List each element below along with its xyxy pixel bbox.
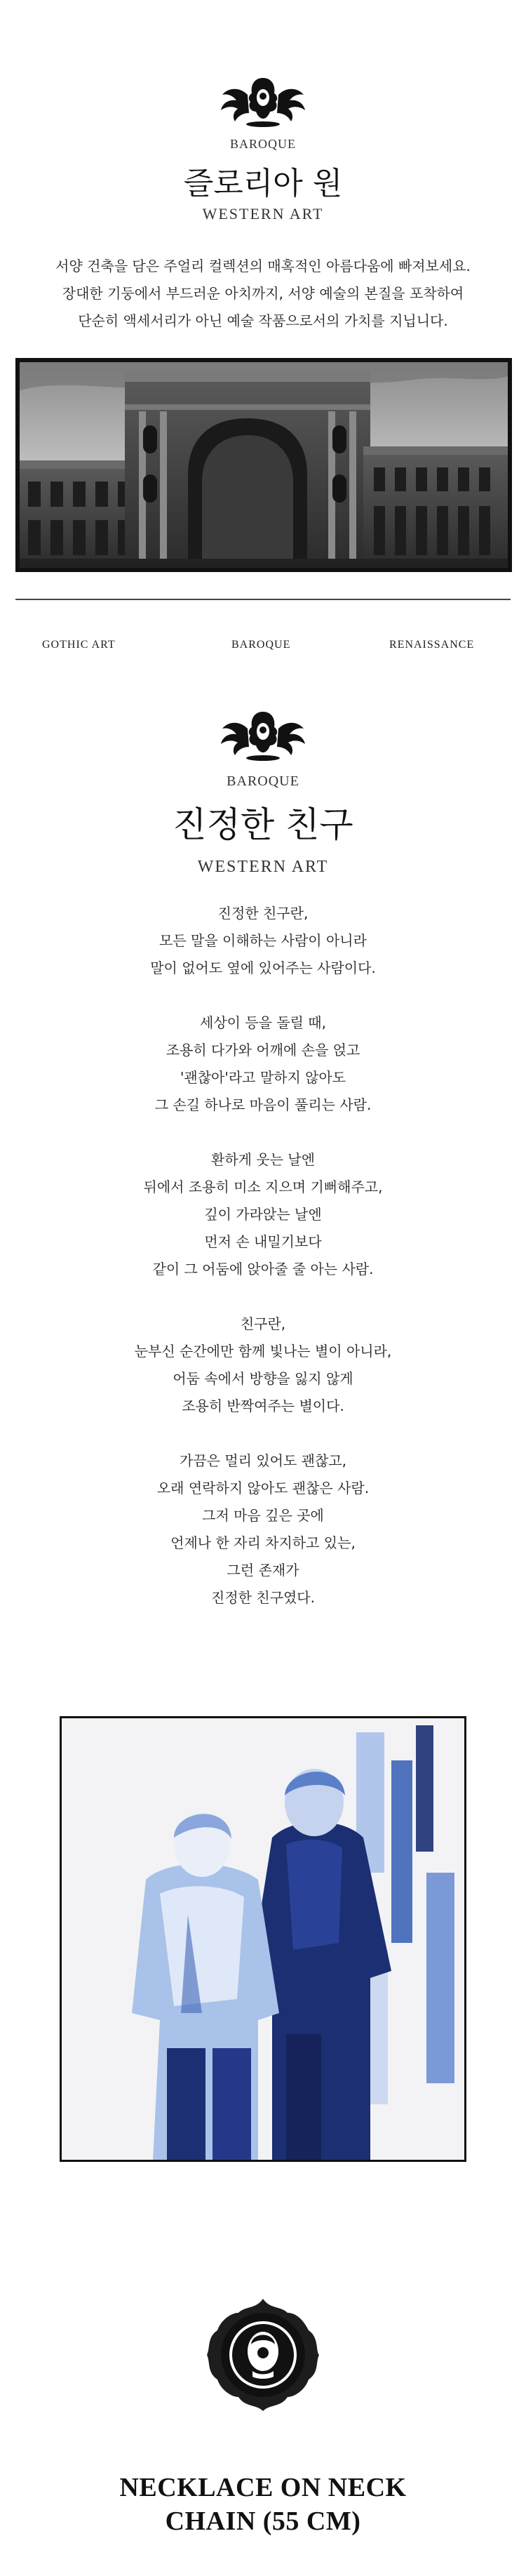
poem-line: 먼저 손 내밀기보다: [204, 1233, 322, 1250]
poem-line: 오래 연락하지 않아도 괜찮은 사람.: [156, 1480, 370, 1496]
poem-line: 같이 그 어둠에 앉아줄 줄 아는 사람.: [152, 1261, 374, 1277]
description-line: 장대한 기둥에서 부드러운 아치까지, 서양 예술의 본질을 포착하여: [62, 285, 464, 302]
baroque-crest-icon: [214, 708, 312, 764]
poem-line: 조용히 다가와 어깨에 손을 얹고: [166, 1042, 360, 1058]
section2-title: 진정한 친구: [173, 804, 353, 845]
poem-line: 깊이 가라앉는 날엔: [204, 1206, 322, 1223]
section1-title: 즐로리아 원: [183, 166, 343, 201]
poem-line: 눈부신 순간에만 함께 빛나는 별이 아니라,: [134, 1343, 392, 1360]
section2-subtitle: WESTERN ART: [197, 858, 329, 876]
poem-line: 진정한 친구란,: [217, 905, 309, 922]
poem-line: 말이 없어도 옆에 있어주는 사람이다.: [150, 960, 376, 976]
product-title: [0, 2471, 526, 2538]
poem-line: 언제나 한 자리 차지하고 있는,: [170, 1534, 356, 1551]
poem: [0, 900, 526, 1612]
section1-subtitle: WESTERN ART: [202, 205, 324, 223]
poem-line: 친구란,: [240, 1315, 286, 1332]
section2-overline: BAROQUE: [227, 774, 299, 789]
poem-line: 진정한 친구였다.: [211, 1589, 315, 1606]
poem-line: '괜찮아'라고 말하지 않아도: [180, 1069, 346, 1086]
poem-line: 그런 존재가: [227, 1562, 299, 1579]
poem-line: 그 손길 하나로 마음이 풀리는 사람.: [154, 1096, 372, 1113]
poem-line: 세상이 등을 돌릴 때,: [200, 1014, 326, 1031]
poem-line: 조용히 반짝여주는 별이다.: [182, 1397, 344, 1414]
divider: [15, 599, 511, 600]
nav-renaissance[interactable]: RENAISSANCE: [389, 639, 475, 651]
poem-line: 가끔은 멀리 있어도 괜찮고,: [180, 1452, 346, 1469]
baroque-crest-icon: [214, 74, 312, 130]
poem-line: 뒤에서 조용히 미소 지으며 기뻐해주고,: [143, 1179, 383, 1195]
poem-stanza: [0, 1146, 526, 1283]
poem-line: 모든 말을 이해하는 사람이 아니라: [159, 932, 367, 949]
poem-stanza: [0, 1447, 526, 1612]
nav-gothic-art[interactable]: GOTHIC ART: [42, 639, 116, 651]
product-title-line1: NECKLACE ON NECK: [119, 2473, 407, 2502]
medallion-icon: [203, 2295, 323, 2415]
poem-stanza: [0, 900, 526, 982]
nav-baroque[interactable]: BAROQUE: [231, 639, 291, 651]
poem-line: 어둠 속에서 방향을 잃지 않게: [173, 1370, 353, 1387]
section1-overline: BAROQUE: [229, 137, 296, 151]
poem-line: 그저 마음 깊은 곳에: [202, 1507, 324, 1524]
poem-stanza: [0, 1310, 526, 1420]
architecture-photo: [15, 358, 512, 572]
description-line: 서양 건축을 담은 주얼리 컬렉션의 매혹적인 아름다움에 빠져보세요.: [55, 258, 471, 274]
section1-description: [0, 253, 526, 335]
friends-painting: [60, 1716, 466, 2162]
poem-line: 환하게 웃는 날엔: [211, 1151, 315, 1168]
product-title-line2: CHAIN (55 CM): [165, 2507, 361, 2536]
description-line: 단순히 액세서리가 아닌 예술 작품으로서의 가치를 지닙니다.: [78, 312, 448, 329]
poem-stanza: [0, 1009, 526, 1119]
